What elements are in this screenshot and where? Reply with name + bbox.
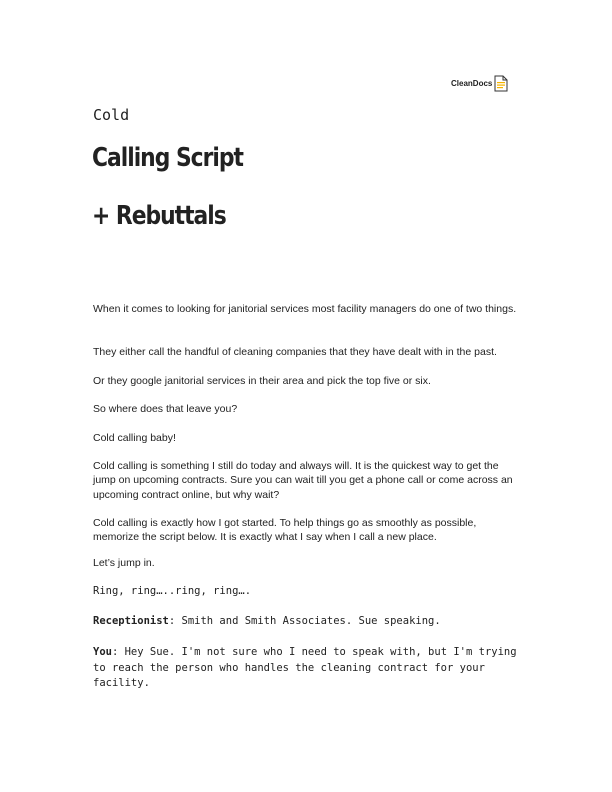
body-paragraph: Cold calling is something I still do today and always will. It is the quickest way to get the jump on upcoming contracts. Sure you can wait till you get a phone call or come across an upcoming contract online, but why wait? [93,460,513,501]
speaker-receptionist: Receptionist [93,615,169,627]
page-title-line1: Calling Script [92,143,243,173]
body-paragraph: When it comes to looking for janitorial services most facility managers do one of two things. [93,303,517,315]
page-title-line2: + Rebuttals [92,201,226,231]
title-kicker: Cold [93,106,130,124]
document-icon [494,75,508,92]
dialogue-text: : Smith and Smith Associates. Sue speaking. [168,615,441,627]
script-line-you [93,645,523,692]
logo-text: CleanDocs [451,79,493,88]
dialogue-text: : Hey Sue. I'm not sure who I need to speak with, but I'm trying to reach the person who handles the cleaning contract for your facility. [93,646,523,690]
body-paragraph: Or they google janitorial services in their area and pick the top five or six. [93,375,431,387]
script-ring: Ring, ring…..ring, ring…. [93,585,252,597]
body-paragraph: Let’s jump in. [93,557,155,569]
speaker-you: You [93,646,112,658]
body-paragraph: So where does that leave you? [93,403,238,415]
cleandocs-logo [451,75,508,92]
body-paragraph: Cold calling is exactly how I got started. To help things go as smoothly as possible, memorize the script below. It is exactly what I say when I call a new place. [93,517,477,544]
script-line-receptionist [93,614,523,630]
body-paragraph: They either call the handful of cleaning companies that they have dealt with in the past. [93,346,497,358]
body-paragraph: Cold calling baby! [93,432,176,444]
